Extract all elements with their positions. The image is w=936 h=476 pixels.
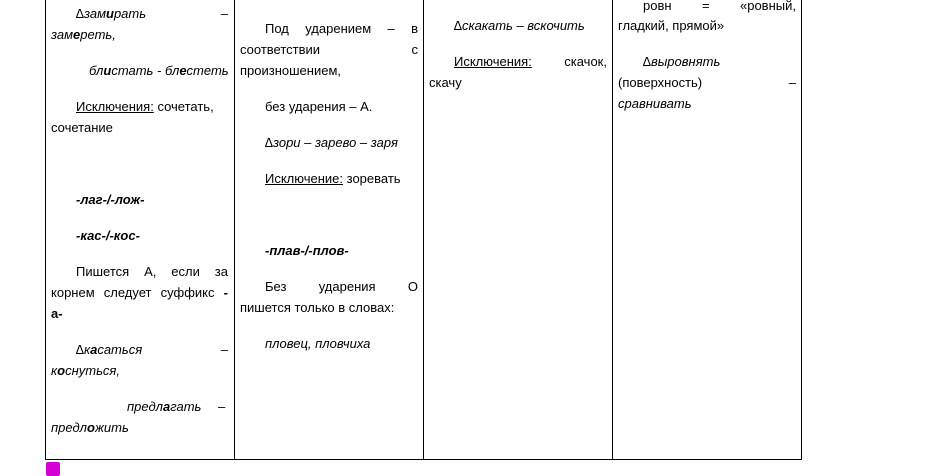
col2-line4: без ударения – А. bbox=[265, 99, 373, 114]
col1-exceptions: Исключения: сочетать, bbox=[76, 99, 214, 114]
col3-exceptions: Исключения: скачок, bbox=[454, 54, 607, 69]
col2-exception: Исключение: зоревать bbox=[265, 171, 401, 186]
col2-line9: пловец, пловчиха bbox=[265, 336, 371, 351]
col2-line2: соответствии с bbox=[240, 42, 418, 57]
col1-ex-kosnutsya: коснуться, bbox=[51, 363, 120, 378]
col1-exceptions-cont: сочетание bbox=[51, 120, 113, 135]
col4-line2: гладкий, прямой» bbox=[618, 18, 725, 33]
col1-ex-predlagat: предлагать bbox=[127, 399, 202, 414]
col4-line4: (поверхность) – bbox=[618, 75, 796, 90]
col4-line3: ∆выровнять bbox=[643, 54, 721, 69]
col4-line5: сравнивать bbox=[618, 96, 692, 111]
column-divider bbox=[423, 0, 424, 459]
col4-line1: ровн = «ровный, bbox=[643, 0, 796, 13]
col2-line3: произношением, bbox=[240, 63, 342, 78]
col2-root-plav-plov: -плав-/-плов- bbox=[265, 243, 349, 258]
col1-line-zameret: замереть, bbox=[51, 27, 116, 42]
col2-line7: Без ударения О bbox=[265, 279, 418, 294]
col1-rule-line3: а- bbox=[51, 306, 63, 321]
col2-line1: Под ударением – в bbox=[265, 21, 418, 36]
col1-root-kas-kos: -кас-/-кос- bbox=[76, 228, 140, 243]
col3-line3: скачу bbox=[429, 75, 462, 90]
col1-ex-dash: – bbox=[218, 399, 226, 414]
col1-line-zamirat: ∆замирать – bbox=[76, 6, 228, 21]
col1-ex-kasatsya: ∆касаться – bbox=[76, 342, 228, 357]
col2-line5: ∆зори – зарево – заря bbox=[265, 135, 398, 150]
col1-line-blistat: блистать - блестеть bbox=[89, 63, 229, 78]
col1-root-lag-lozh: -лаг-/-лож- bbox=[76, 192, 145, 207]
magenta-text-fragment bbox=[46, 462, 60, 476]
column-divider bbox=[612, 0, 613, 459]
column-divider bbox=[234, 0, 235, 459]
col1-ex-predlozhit: предложить bbox=[51, 420, 129, 435]
col3-line1: ∆скакать – вскочить bbox=[454, 18, 585, 33]
col1-rule-line2: корнем следует суффикс - bbox=[51, 285, 228, 300]
col1-rule-line1: Пишется А, если за bbox=[76, 264, 228, 279]
col2-line8: пишется только в словах: bbox=[240, 300, 395, 315]
